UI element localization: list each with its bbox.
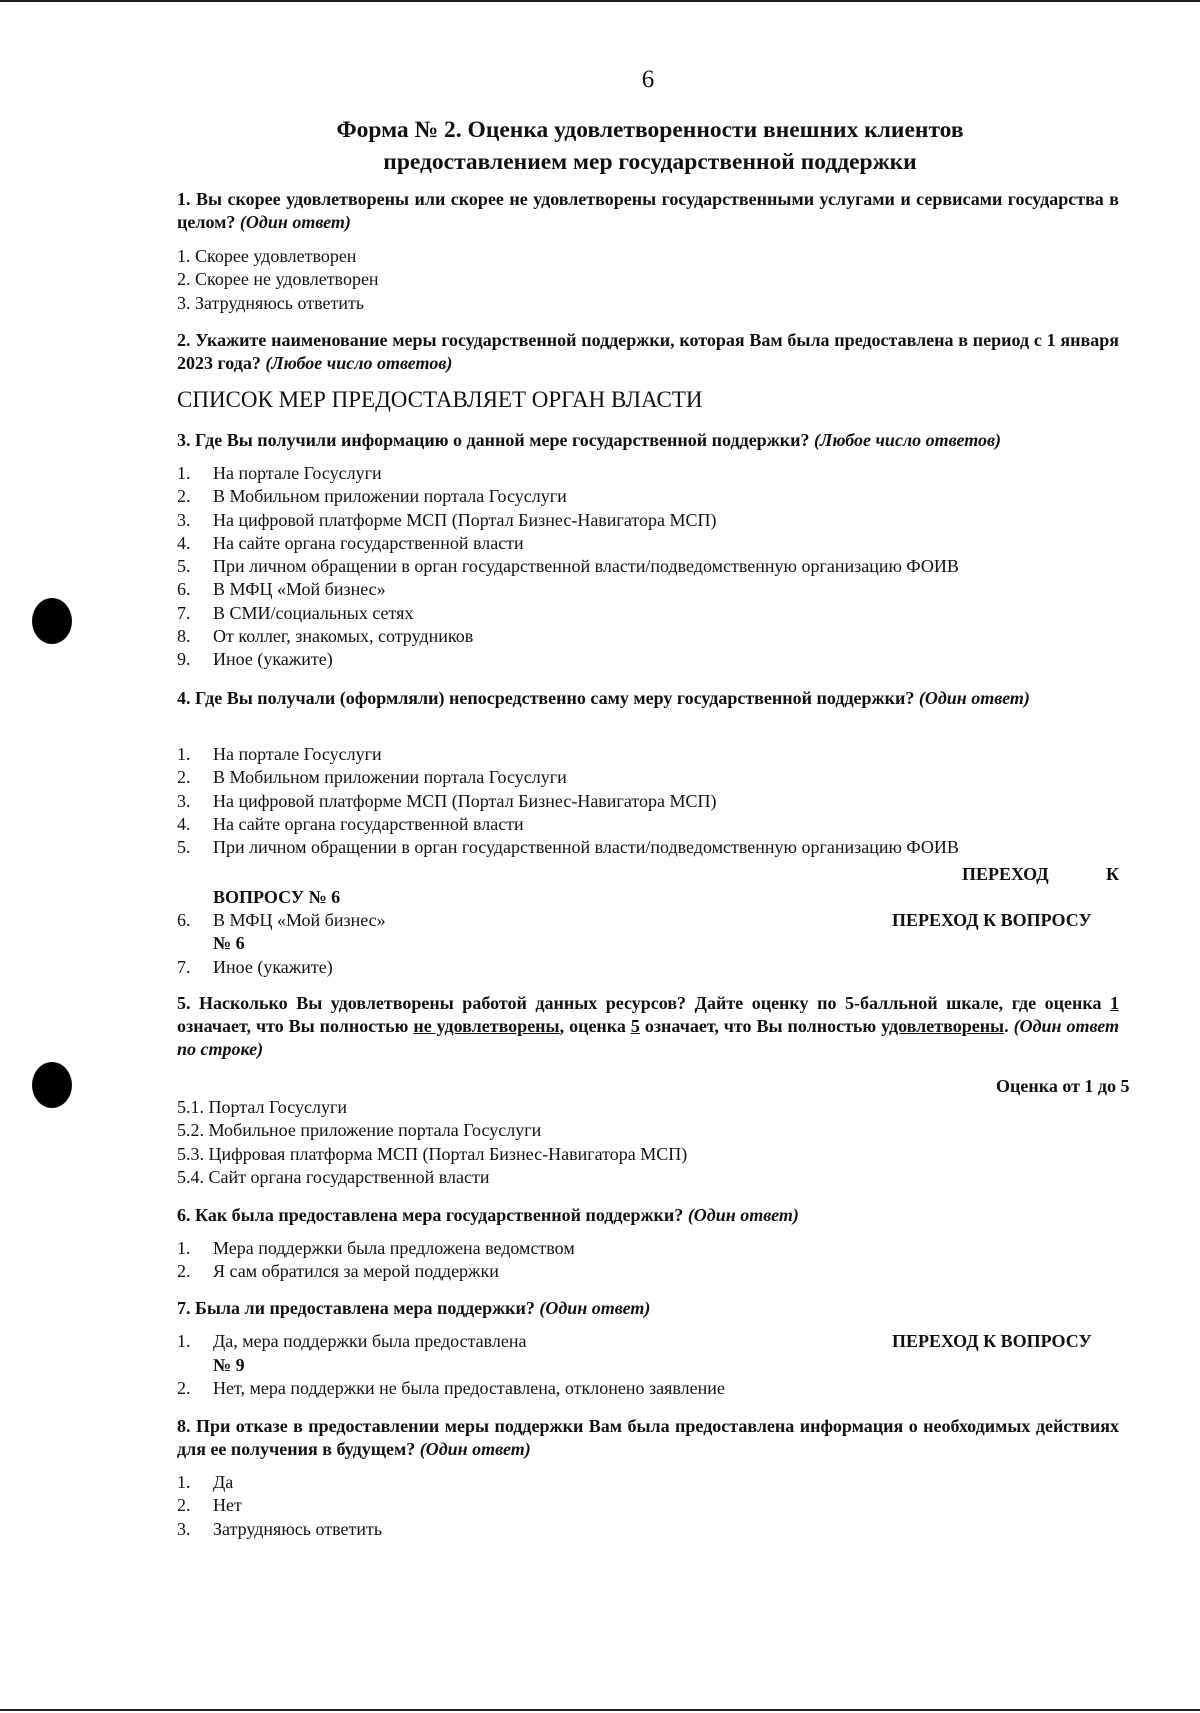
question-6 xyxy=(177,1204,1119,1227)
question-3-note: (Любое число ответов) xyxy=(814,430,1002,450)
skip-instruction: № 9 xyxy=(213,1355,245,1375)
rating-row[interactable]: 5.2. Мобильное приложение портала Госуслуги xyxy=(177,1120,542,1141)
question-5: 5. Насколько Вы удовлетворены работой данных ресурсов? Дайте оценку по 5-балльной шкале, где оценка 1 означает, что Вы полностью не удовлетворены, оценка 5 означает, что Вы полностью удовлетворены. (Один ответ по строке) xyxy=(177,993,1120,1059)
answer-option[interactable]: 1. Да, мера поддержки была предоставлена xyxy=(177,1331,527,1351)
question-6-text: 6. Как была предоставлена мера государственной поддержки? xyxy=(177,1205,684,1225)
scan-bottom-edge xyxy=(0,1709,1200,1711)
skip-instruction: ПЕРЕХОД К ВОПРОСУ xyxy=(892,1331,1092,1351)
punch-hole-upper xyxy=(32,598,72,644)
answer-option[interactable]: 3. Затрудняюсь ответить xyxy=(177,292,365,313)
question-7-text: 7. Была ли предоставлена мера поддержки? xyxy=(177,1298,535,1318)
answer-option[interactable]: 1. Да xyxy=(177,1472,234,1492)
question-4 xyxy=(177,687,1119,710)
question-1-options xyxy=(177,245,379,315)
rating-row[interactable]: 5.4. Сайт органа государственной власти xyxy=(177,1166,490,1187)
answer-option[interactable]: 5. При личном обращении в орган государственной власти/подведомственную организацию ФОИВ xyxy=(177,556,959,577)
question-7-note: (Один ответ) xyxy=(539,1298,651,1318)
question-1-text: 1. Вы скорее удовлетворены или скорее не удовлетворены государственными услугами и сервисами государства в целом? xyxy=(177,189,1119,232)
answer-option[interactable]: 7. В СМИ/социальных сетях xyxy=(177,602,414,623)
question-6-note: (Один ответ) xyxy=(687,1205,799,1225)
question-3-text: 3. Где Вы получили информацию о данной мере государственной поддержки? xyxy=(177,430,810,450)
question-4-note: (Один ответ) xyxy=(918,688,1030,708)
rating-row[interactable]: 5.1. Портал Госуслуги xyxy=(177,1097,347,1117)
score-high: 5 xyxy=(630,1016,640,1036)
answer-option[interactable]: 3. На цифровой платформе МСП (Портал Бизнес-Навигатора МСП) xyxy=(177,509,717,530)
question-8-options xyxy=(177,1471,382,1541)
answer-option[interactable]: 3. Затрудняюсь ответить xyxy=(177,1518,383,1539)
question-6-options xyxy=(177,1237,575,1284)
question-4-text: 4. Где Вы получали (оформляли) непосредственно саму меру государственной поддержки? xyxy=(177,688,915,708)
question-5-options xyxy=(177,1096,687,1189)
form-title-line-2: предоставлением мер государственной поддержки xyxy=(383,149,917,175)
answer-option[interactable]: 4. На сайте органа государственной власти xyxy=(177,532,524,553)
question-8 xyxy=(177,1415,1119,1461)
skip-instruction: № 6 xyxy=(213,933,245,953)
answer-option[interactable]: 2. В Мобильном приложении портала Госуслуги xyxy=(177,486,567,507)
answer-option[interactable]: 2. Нет xyxy=(177,1495,242,1516)
answer-option[interactable]: 2. Нет, мера поддержки не была предоставлена, отклонено заявление xyxy=(177,1378,725,1398)
answer-option[interactable]: 1. На портале Госуслуги xyxy=(177,744,382,764)
answer-option[interactable]: 3. На цифровой платформе МСП (Портал Бизнес-Навигатора МСП) xyxy=(177,790,717,811)
question-3 xyxy=(177,429,1119,452)
question-1-note: (Один ответ) xyxy=(239,212,351,232)
rating-row[interactable]: 5.3. Цифровая платформа МСП (Портал Бизнес-Навигатора МСП) xyxy=(177,1143,688,1164)
not-satisfied-term: не удовлетворены xyxy=(413,1016,560,1036)
skip-instruction: ВОПРОСУ № 6 xyxy=(213,887,341,907)
question-2-note: (Любое число ответов) xyxy=(265,353,453,373)
answer-option[interactable]: 9. Иное (укажите) xyxy=(177,649,333,670)
question-5-note: (Один ответ по строке) xyxy=(177,1016,1120,1059)
answer-option[interactable]: 2. В Мобильном приложении портала Госуслуги xyxy=(177,767,567,788)
question-1 xyxy=(177,188,1119,234)
skip-instruction: К xyxy=(1106,864,1120,884)
question-2 xyxy=(177,329,1119,375)
skip-instruction: ПЕРЕХОД xyxy=(962,864,1049,884)
skip-instruction: ПЕРЕХОД К ВОПРОСУ xyxy=(892,910,1092,930)
page-number: 6 xyxy=(641,66,655,93)
answer-option[interactable]: 1. Скорее удовлетворен xyxy=(177,246,357,266)
answer-option[interactable]: 4. На сайте органа государственной власти xyxy=(177,813,524,834)
scale-label: Оценка от 1 до 5 xyxy=(996,1076,1130,1096)
answer-option[interactable]: 8. От коллег, знакомых, сотрудников xyxy=(177,626,474,647)
question-7 xyxy=(177,1297,1119,1320)
answer-option[interactable]: 5. При личном обращении в орган государственной власти/подведомственную организацию ФОИВ xyxy=(177,837,959,858)
answer-option[interactable]: 2. Скорее не удовлетворен xyxy=(177,269,379,290)
answer-option[interactable]: 1. Мера поддержки была предложена ведомством xyxy=(177,1238,575,1258)
form-title-line-1: Форма № 2. Оценка удовлетворенности внешних клиентов xyxy=(336,117,964,143)
question-2-text: 2. Укажите наименование меры государственной поддержки, которая Вам была предоставлена в период с 1 января 2023 года? xyxy=(177,330,1119,373)
answer-option[interactable]: 1. На портале Госуслуги xyxy=(177,463,382,483)
satisfied-term: удовлетворены xyxy=(881,1016,1005,1036)
form-title xyxy=(200,114,1100,178)
question-8-note: (Один ответ) xyxy=(419,1439,531,1459)
score-low: 1 xyxy=(1110,993,1119,1013)
question-8-text: 8. При отказе в предоставлении меры поддержки Вам была предоставлена информация о необходимых действиях для ее получения в будущем? xyxy=(177,1416,1119,1459)
punch-hole-lower xyxy=(32,1062,72,1108)
question-3-options xyxy=(177,462,959,672)
scan-top-edge xyxy=(0,0,1200,2)
measures-list-placeholder: СПИСОК МЕР ПРЕДОСТАВЛЯЕТ ОРГАН ВЛАСТИ xyxy=(177,387,703,412)
answer-option[interactable]: 6. В МФЦ «Мой бизнес» xyxy=(177,579,386,600)
answer-option[interactable]: 2. Я сам обратился за мерой поддержки xyxy=(177,1261,499,1282)
question-4-options xyxy=(177,743,959,859)
answer-option[interactable]: 6. В МФЦ «Мой бизнес» xyxy=(177,910,386,930)
answer-option[interactable]: 7. Иное (укажите) xyxy=(177,957,333,977)
